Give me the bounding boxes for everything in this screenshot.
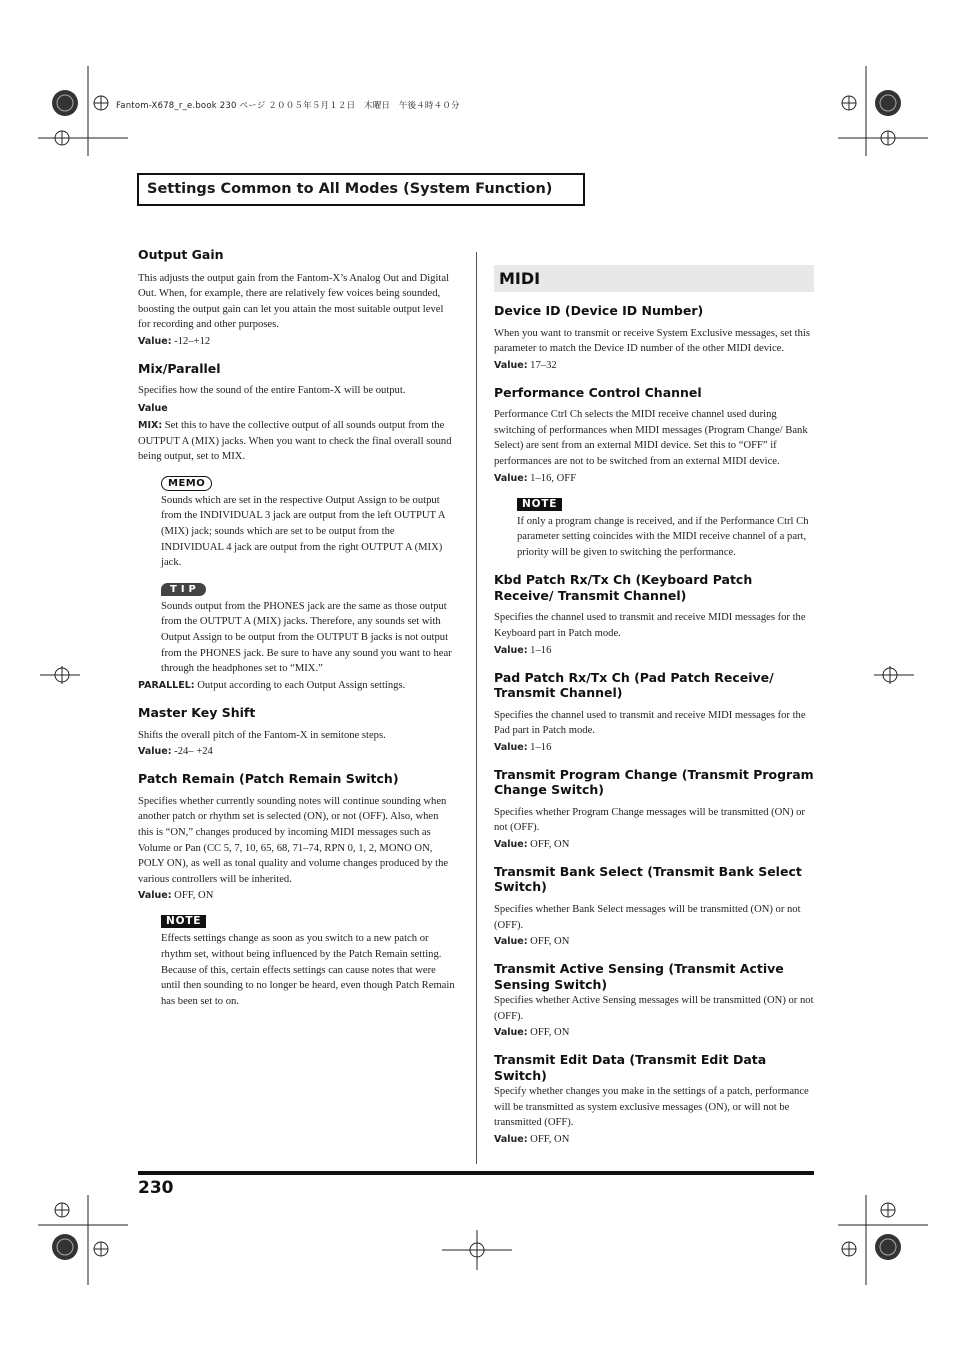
device-id-section — [494, 303, 814, 373]
pad-patch-value — [494, 741, 814, 755]
transmit-program-change-heading: Transmit Program Change (Transmit Program Change Switch) — [494, 766, 814, 798]
value-label: Value: — [494, 359, 528, 371]
output-gain-section — [138, 247, 456, 349]
registration-mark-mid-right — [874, 660, 914, 690]
master-key-shift-body: Shifts the overall pitch of the Fantom-X in semitone steps. — [138, 729, 386, 741]
section-title: Settings Common to All Modes (System Function) — [137, 173, 585, 206]
value-text: OFF, ON — [530, 936, 570, 948]
master-key-shift-section — [138, 705, 456, 759]
transmit-active-sensing-value — [494, 1026, 814, 1040]
tip-block — [138, 579, 456, 677]
value-label: Value: — [138, 890, 172, 902]
pad-patch-body: Specifies the channel used to transmit and receive MIDI messages for the Pad part in Patch mode. — [494, 709, 806, 737]
transmit-active-sensing-section — [494, 961, 814, 1040]
memo-block — [138, 473, 456, 571]
column-divider — [476, 252, 477, 1164]
patch-remain-body: Specifies whether currently sounding notes will continue sounding when another patch or rhythm set is selected (ON), or not (OFF). Also, when this is “ON,” changes produced by incoming MIDI messages such as Volume or Pan (CC 5, 7, 10, 65, 68, 71–74, RPN 0, 1, 2, MONO ON, POLY ON), as well as tonal quality and volume changes produced by the various controllers will be inherited. — [138, 795, 449, 885]
value-label: Value: — [494, 838, 528, 850]
mix-text: Set this to have the collective output of all sounds output from the OUTPUT A (MIX) jacks. When you want to check the final overall sound being output, set to MIX. — [138, 419, 452, 463]
registration-mark-mid-left — [40, 660, 80, 690]
note-block — [138, 911, 456, 1009]
output-gain-heading: Output Gain — [138, 247, 224, 262]
value-text: -24– +24 — [174, 746, 213, 758]
pad-patch-heading: Pad Patch Rx/Tx Ch (Pad Patch Receive/ Transmit Channel) — [494, 669, 774, 701]
transmit-edit-data-heading: Transmit Edit Data (Transmit Edit Data Switch) — [494, 1052, 767, 1083]
left-column — [138, 247, 456, 1009]
device-id-heading: Device ID (Device ID Number) — [494, 303, 704, 318]
value-label: Value: — [494, 936, 528, 948]
value-label: Value: — [138, 335, 172, 347]
master-key-shift-value — [138, 745, 456, 759]
mix-option — [138, 418, 456, 465]
master-key-shift-heading: Master Key Shift — [138, 705, 256, 721]
parallel-label: PARALLEL: — [138, 679, 195, 691]
memo-text: Sounds which are set in the respective Output Assign to be output from the INDIVIDUAL 3 jack are output from the left OUTPUT A (MIX) jack; sounds which are set to be output from the INDIVIDUAL 4 jack are output from the right OUTPUT A (MIX) jack. — [161, 494, 445, 569]
value-label: Value: — [494, 644, 528, 656]
value-label: Value: — [494, 741, 528, 753]
transmit-active-sensing-body: Specifies whether Active Sensing messages will be transmitted (ON) or not (OFF). — [494, 995, 814, 1022]
registration-mark-bottom-left — [38, 1195, 128, 1285]
registration-mark-bottom-right — [818, 1195, 928, 1285]
output-gain-value — [138, 335, 456, 349]
patch-remain-heading: Patch Remain (Patch Remain Switch) — [138, 771, 399, 787]
value-text: 1–16 — [530, 644, 552, 656]
note-block — [494, 494, 814, 561]
note-text: If only a program change is received, and if the Performance Ctrl Ch parameter setting coincides with the MIDI receive channel of a part, priority will be given to switching the performance. — [517, 515, 809, 558]
transmit-active-sensing-heading: Transmit Active Sensing (Transmit Active Sensing Switch) — [494, 961, 784, 992]
value-text: 1–16, OFF — [530, 472, 577, 484]
transmit-bank-select-body: Specifies whether Bank Select messages will be transmitted (ON) or not (OFF). — [494, 903, 801, 931]
transmit-bank-select-section — [494, 864, 814, 949]
right-column — [494, 265, 814, 1147]
tip-badge-icon: TIP — [161, 583, 206, 596]
output-gain-body: This adjusts the output gain from the Fantom-X’s Analog Out and Digital Out. When, for example, there are relatively few voices being sounded, boosting the output gain can let you attain the most suitable output level for recording and other purposes. — [138, 272, 450, 331]
parallel-text: Output according to each Output Assign settings. — [197, 679, 406, 691]
transmit-bank-select-heading: Transmit Bank Select (Transmit Bank Select Switch) — [494, 863, 802, 895]
transmit-edit-data-body: Specify whether changes you make in the settings of a patch, performance will be transmitted as system exclusive messages (ON), or will not be transmitted (OFF). — [494, 1086, 809, 1129]
kbd-patch-body: Specifies the channel used to transmit and receive MIDI messages for the Keyboard part in Patch mode. — [494, 612, 806, 639]
performance-control-section — [494, 385, 814, 561]
performance-control-heading: Performance Control Channel — [494, 384, 702, 400]
registration-mark-top-left — [38, 66, 128, 156]
print-info-line: Fantom-X678_r_e.book 230 ページ ２００５年５月１２日 木曜日 午後４時４０分 — [116, 101, 460, 111]
transmit-edit-data-section — [494, 1052, 814, 1147]
note-text: Effects settings change as soon as you switch to a new patch or rhythm set, without being influenced by the Patch Remain setting. Because of this, certain effects settings can cause notes that were until then sounding to no longer be heard, even though Patch Remain has been set to on. — [161, 933, 455, 1007]
transmit-program-change-value — [494, 838, 814, 852]
transmit-edit-data-value — [494, 1133, 814, 1147]
footer-rule — [138, 1171, 814, 1175]
value-text: 17–32 — [530, 359, 557, 371]
registration-mark-bottom-center — [442, 1230, 512, 1270]
note-badge-icon: NOTE — [161, 915, 206, 928]
mix-label: MIX: — [138, 419, 163, 431]
kbd-patch-section — [494, 572, 814, 657]
value-label: Value: — [494, 1027, 528, 1039]
value-label: Value: — [138, 746, 172, 758]
midi-section-title: MIDI — [494, 265, 814, 292]
transmit-program-change-body: Specifies whether Program Change messages will be transmitted (ON) or not (OFF). — [494, 806, 805, 834]
value-text: OFF, ON — [174, 890, 214, 902]
value-text: OFF, ON — [530, 1027, 570, 1039]
mix-parallel-heading: Mix/Parallel — [138, 360, 221, 376]
kbd-patch-heading: Kbd Patch Rx/Tx Ch (Keyboard Patch Receive/ Transmit Channel) — [494, 572, 753, 603]
value-text: OFF, ON — [530, 838, 570, 850]
transmit-program-change-section — [494, 767, 814, 852]
patch-remain-section — [138, 771, 456, 1009]
value-label: Value: — [494, 1134, 528, 1146]
registration-mark-top-right — [818, 66, 928, 156]
performance-control-body: Performance Ctrl Ch selects the MIDI receive channel used during switching of performances when MIDI messages (Program Change/ Bank Select) are sent from an external MIDI device. Set this to “OFF” if performances are not to be switched from an external MIDI device. — [494, 409, 808, 467]
mix-parallel-body: Specifies how the sound of the entire Fantom-X will be output. — [138, 385, 406, 397]
value-label: Value: — [494, 472, 528, 484]
value-text: OFF, ON — [530, 1134, 570, 1146]
device-id-value — [494, 359, 814, 373]
mix-parallel-section — [138, 361, 456, 693]
memo-badge-icon: MEMO — [161, 476, 212, 491]
patch-remain-value — [138, 889, 456, 903]
page-number: 230 — [138, 1178, 174, 1198]
kbd-patch-value — [494, 644, 814, 658]
pad-patch-section — [494, 670, 814, 755]
value-text: -12–+12 — [174, 335, 211, 347]
transmit-bank-select-value — [494, 935, 814, 949]
device-id-body: When you want to transmit or receive System Exclusive messages, set this parameter to match the Device ID number of the other MIDI device. — [494, 327, 810, 355]
value-heading: Value — [138, 402, 168, 414]
value-text: 1–16 — [530, 741, 552, 753]
note-badge-icon: NOTE — [517, 498, 562, 511]
parallel-option — [138, 678, 456, 694]
tip-text: Sounds output from the PHONES jack are the same as those output from the OUTPUT A (MIX) jacks. Therefore, any sounds set with Output Assign to be output from the OUTPUT B jacks is not output from the PHONES jack. Be sure to have any sound you want to hear through the headphones set to “MIX.” — [161, 600, 452, 675]
performance-control-value — [494, 472, 814, 486]
